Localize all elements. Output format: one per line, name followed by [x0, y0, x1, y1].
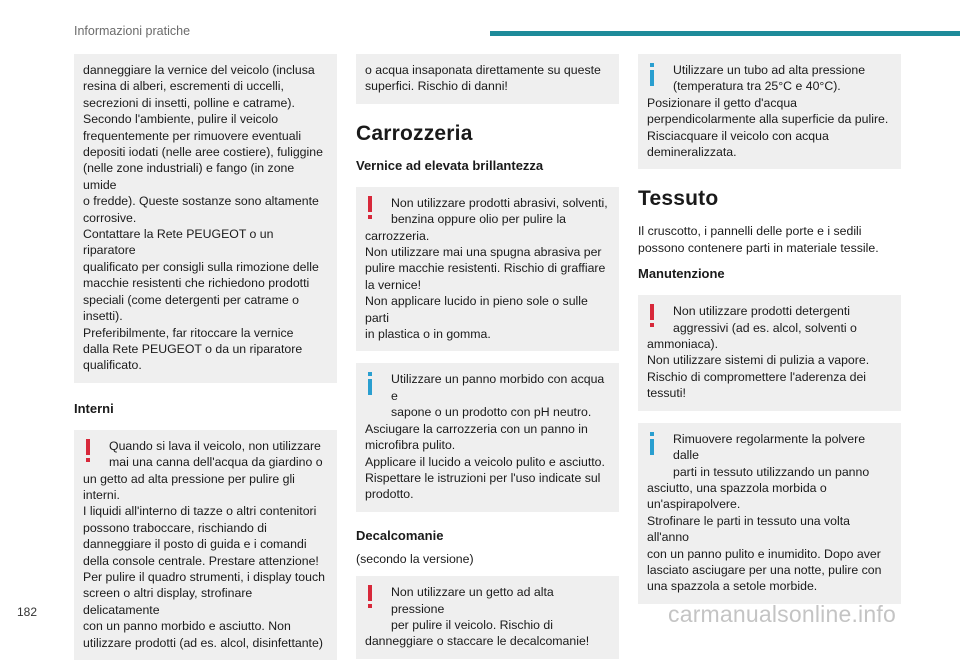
- warning-box-carrozzeria: [356, 187, 619, 352]
- exclamation-icon: [365, 196, 375, 220]
- info-text-lead: [365, 371, 610, 420]
- warning-text-lead: [365, 195, 610, 228]
- warning-text-lead: [83, 438, 328, 471]
- column-3: [638, 54, 901, 604]
- warning-text: [647, 336, 892, 402]
- text-line: Asciugare la carrozzeria con un panno in: [365, 421, 588, 436]
- info-icon: [647, 63, 657, 87]
- text-line: con un panno morbido e asciutto. Non: [83, 619, 291, 634]
- text-line: danneggiare o staccare le decalcomanie!: [365, 634, 590, 649]
- title-carrozzeria: Carrozzeria: [356, 121, 473, 145]
- text-line: corrosive.: [83, 210, 137, 225]
- text-line: parti in tessuto utilizzando un panno: [673, 464, 870, 479]
- text-line: sapone o un prodotto con pH neutro.: [391, 405, 592, 420]
- warning-text: [365, 633, 610, 649]
- info-icon: [647, 432, 657, 456]
- text-line: I liquidi all'interno di tazze o altri contenitori: [83, 504, 317, 519]
- warning-text: [83, 471, 328, 651]
- warning-text: [365, 228, 610, 343]
- text-line: frequentemente per rimuovere eventuali: [83, 128, 302, 143]
- text-line: dalla Rete PEUGEOT o da un riparatore: [83, 341, 303, 356]
- note-box-paint-care: [74, 54, 337, 383]
- text-line: benzina oppure olio per pulire la: [391, 212, 567, 227]
- text-line: Strofinare le parti in tessuto una volta all'anno: [647, 513, 851, 545]
- warning-text-lead: [647, 303, 892, 336]
- text-line: aggressivi (ad es. alcol, solventi o: [673, 320, 857, 335]
- exclamation-icon: [647, 304, 657, 328]
- exclamation-icon: [83, 439, 93, 463]
- text-line: Preferibilmente, far ritoccare la vernice: [83, 325, 294, 340]
- heading-manutenzione: Manutenzione: [638, 266, 725, 282]
- column-2: [356, 54, 619, 659]
- section-header: Informazioni pratiche: [74, 24, 191, 38]
- text-line: o acqua insaponata direttamente su queste: [365, 63, 601, 77]
- text-line: danneggiare la vernice del veicolo (inclusa: [83, 63, 315, 77]
- page-number: 182: [17, 605, 38, 619]
- text-line: Posizionare il getto d'acqua: [647, 95, 798, 110]
- text-line: Non utilizzare sistemi di pulizia a vapore.: [647, 353, 870, 368]
- text-line: lasciato asciugare per una notte, pulire con: [647, 562, 882, 577]
- text-line: Non utilizzare prodotti abrasivi, solventi,: [391, 195, 608, 210]
- note-box-continued: [356, 54, 619, 104]
- text-line: con un panno pulito e inumidito. Dopo aver: [647, 546, 881, 561]
- text-line: per pulire il veicolo. Rischio di: [391, 617, 553, 632]
- text-line: perpendicolarmente alla superficie da pulire.: [647, 112, 889, 127]
- warning-box-tessuto: [638, 295, 901, 410]
- text-line: prodotto.: [365, 487, 414, 502]
- text-line: Applicare il lucido a veicolo pulito e asciutto.: [365, 454, 605, 469]
- text-line: Non utilizzare prodotti detergenti: [673, 304, 851, 319]
- info-box-carrozzeria: [356, 363, 619, 511]
- text-line: possono contenere parti in materiale tessile.: [638, 240, 879, 255]
- text-line: Contattare la Rete PEUGEOT o un riparatore: [83, 227, 274, 258]
- decal-note: (secondo la versione): [356, 551, 474, 566]
- info-text: [647, 480, 892, 595]
- text-line: tessuti!: [647, 386, 686, 401]
- warning-box-interni: [74, 430, 337, 660]
- text-line: Rimuovere regolarmente la polvere dalle: [673, 431, 866, 463]
- text-line: della console centrale. Prestare attenzione!: [83, 553, 319, 568]
- warning-box-decalcomanie: [356, 576, 619, 659]
- text-line: qualificato per consigli sulla rimozione delle: [83, 259, 319, 274]
- text-line: macchie resistenti che richiedono prodotti: [83, 276, 310, 291]
- text-line: utilizzare prodotti (ad es. alcol, disinfettante): [83, 635, 323, 650]
- text-line: Non utilizzare un getto ad alta pressione: [391, 585, 554, 616]
- heading-decalcomanie: Decalcomanie: [356, 527, 444, 543]
- text-line: la vernice!: [365, 277, 422, 292]
- text-line: secrezioni di insetti, polline e catrame).: [83, 95, 295, 110]
- text-line: Per pulire il quadro strumenti, i display touch: [83, 569, 325, 584]
- text-line: depositi iodati (nelle aree costiere), fuliggine: [83, 145, 323, 160]
- text-line: mai una canna dell'acqua da giardino o: [109, 455, 323, 470]
- text-line: speciali (come detergenti per catrame o: [83, 292, 299, 307]
- text-line: asciutto, una spazzola morbida o: [647, 480, 827, 495]
- text-line: interni.: [83, 487, 120, 502]
- note-text: [83, 62, 328, 374]
- text-line: Utilizzare un tubo ad alta pressione: [673, 63, 866, 77]
- text-line: una spazzola a setole morbide.: [647, 579, 818, 594]
- warning-text-lead: [365, 584, 610, 633]
- text-line: un getto ad alta pressione per pulire gli: [83, 471, 295, 486]
- text-line: resina di alberi, escrementi di uccelli,: [83, 79, 284, 94]
- column-1: [74, 54, 337, 660]
- text-line: screen o altri display, strofinare delicatamente: [83, 586, 253, 617]
- watermark: carmanualsonline.info: [668, 601, 896, 627]
- info-text-lead: [647, 62, 892, 95]
- text-line: Non utilizzare mai una spugna abrasiva per: [365, 245, 602, 260]
- info-text: [365, 421, 610, 503]
- text-line: microfibra pulito.: [365, 438, 456, 453]
- text-line: Quando si lava il veicolo, non utilizzare: [109, 438, 321, 453]
- text-line: superfici. Rischio di danni!: [365, 79, 508, 94]
- exclamation-icon: [365, 585, 375, 609]
- text-line: Utilizzare un panno morbido con acqua e: [391, 372, 605, 403]
- text-line: Risciacquare il veicolo con acqua: [647, 128, 829, 143]
- tessuto-intro: [638, 223, 901, 256]
- heading-vernice: Vernice ad elevata brillantezza: [356, 157, 544, 173]
- text-line: Secondo l'ambiente, pulire il veicolo: [83, 112, 279, 127]
- text-line: pulire macchie resistenti. Rischio di graffiare: [365, 261, 606, 276]
- text-line: carrozzeria.: [365, 228, 430, 243]
- info-text-lead: [647, 431, 892, 480]
- text-line: (nelle zone industriali) e fango (in zone umide: [83, 161, 295, 192]
- text-line: in plastica o in gomma.: [365, 327, 491, 342]
- text-line: ammoniaca).: [647, 337, 719, 352]
- info-icon: [365, 372, 375, 396]
- text-line: Rispettare le istruzioni per l'uso indicate sul: [365, 470, 601, 485]
- info-box-tessuto: [638, 423, 901, 604]
- header-accent-bar: [490, 31, 960, 36]
- info-text: [647, 95, 892, 161]
- heading-interni: Interni: [74, 400, 114, 416]
- info-box-high-pressure: [638, 54, 901, 169]
- text-line: possono traboccare, rischiando di: [83, 520, 267, 535]
- note-text: [365, 62, 610, 95]
- text-line: insetti).: [83, 309, 123, 324]
- text-line: Non applicare lucido in pieno sole o sulle parti: [365, 294, 588, 325]
- text-line: un'aspirapolvere.: [647, 497, 741, 512]
- text-line: Il cruscotto, i pannelli delle porte e i sedili: [638, 224, 862, 239]
- title-tessuto: Tessuto: [638, 187, 719, 211]
- text-line: qualificato.: [83, 358, 142, 373]
- text-line: danneggiare il posto di guida e i comandi: [83, 537, 307, 552]
- text-line: Rischio di compromettere l'aderenza dei: [647, 369, 867, 384]
- text-line: o fredde). Queste sostanze sono altamente: [83, 194, 319, 209]
- text-line: demineralizzata.: [647, 145, 737, 160]
- text-line: (temperatura tra 25°C e 40°C).: [673, 79, 841, 94]
